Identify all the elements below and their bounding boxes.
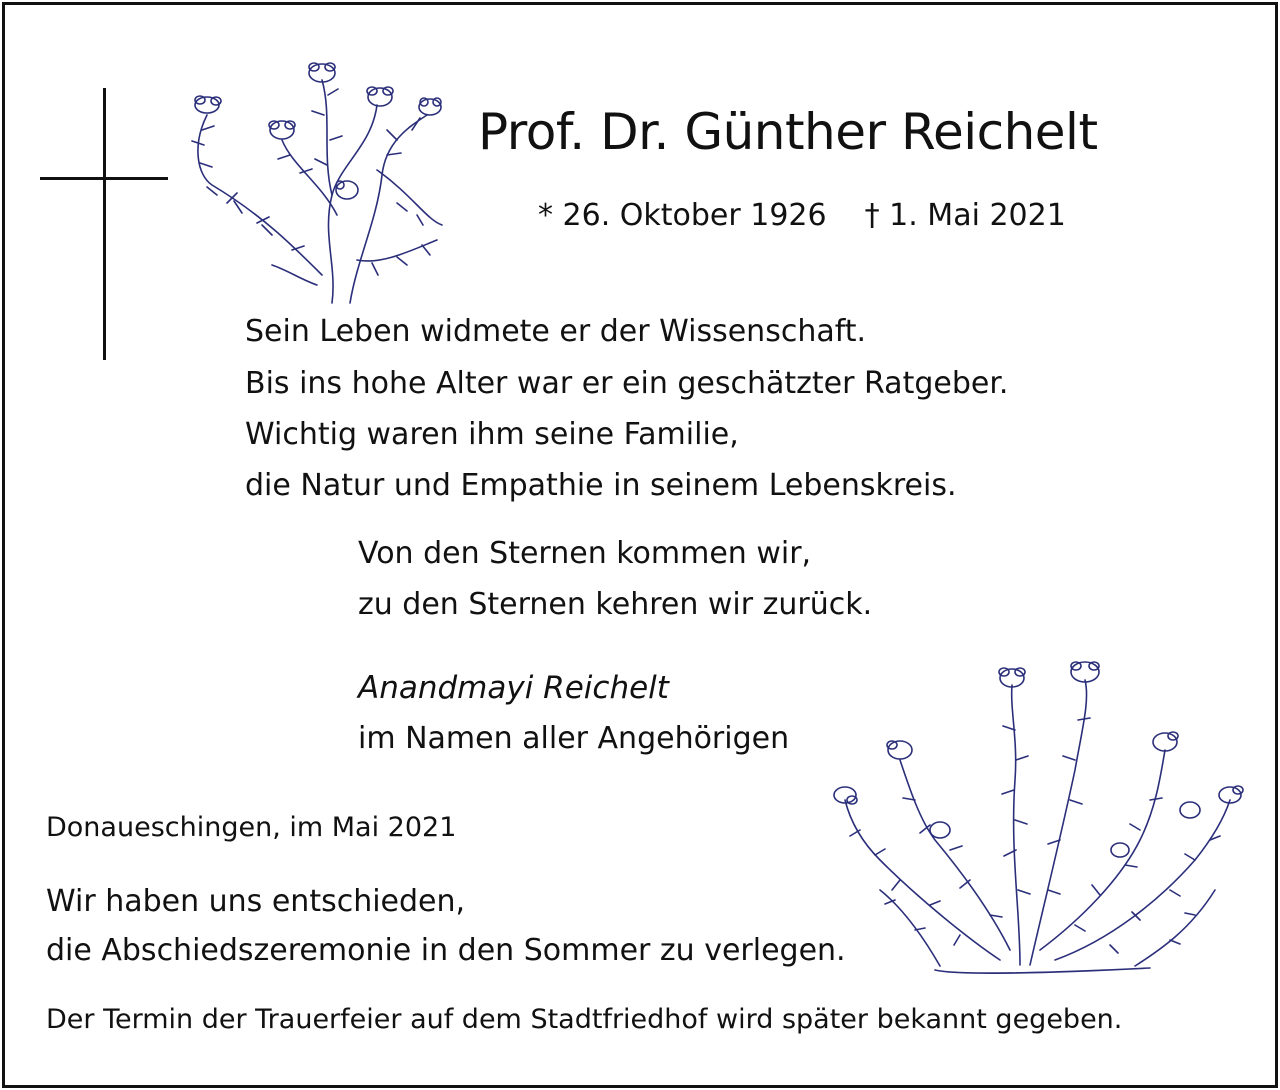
quote-line: Von den Sternen kommen wir, [358, 536, 812, 571]
quote-line: zu den Sternen kehren wir zurück. [358, 587, 873, 622]
thyme-sprig-illustration [172, 45, 462, 307]
cross-icon-bar [40, 177, 168, 180]
ceremony-line: Wir haben uns entschieden, [46, 884, 466, 919]
signature-name: Anandmayi Reichelt [358, 670, 669, 706]
tribute-line: Bis ins hohe Alter war er ein geschätzter Ratgeber. [245, 366, 1009, 401]
thyme-shrub-illustration [820, 650, 1260, 980]
cross-icon [103, 88, 106, 360]
place-date: Donaueschingen, im Mai 2021 [46, 812, 457, 843]
tribute-line: Wichtig waren ihm seine Familie, [245, 417, 739, 452]
ceremony-line: die Abschiedszeremonie in den Sommer zu verlegen. [46, 933, 846, 968]
funeral-note: Der Termin der Trauerfeier auf dem Stadtfriedhof wird später bekannt gegeben. [46, 1004, 1123, 1035]
signature-note: im Namen aller Angehörigen [358, 721, 790, 756]
life-dates [538, 196, 1066, 236]
birth-date: * 26. Oktober 1926 [538, 198, 827, 233]
death-date: † 1. Mai 2021 [864, 198, 1066, 233]
deceased-name: Prof. Dr. Günther Reichelt [478, 103, 1098, 161]
tribute-line: die Natur und Empathie in seinem Lebenskreis. [245, 468, 957, 503]
tribute-line: Sein Leben widmete er der Wissenschaft. [245, 314, 867, 349]
